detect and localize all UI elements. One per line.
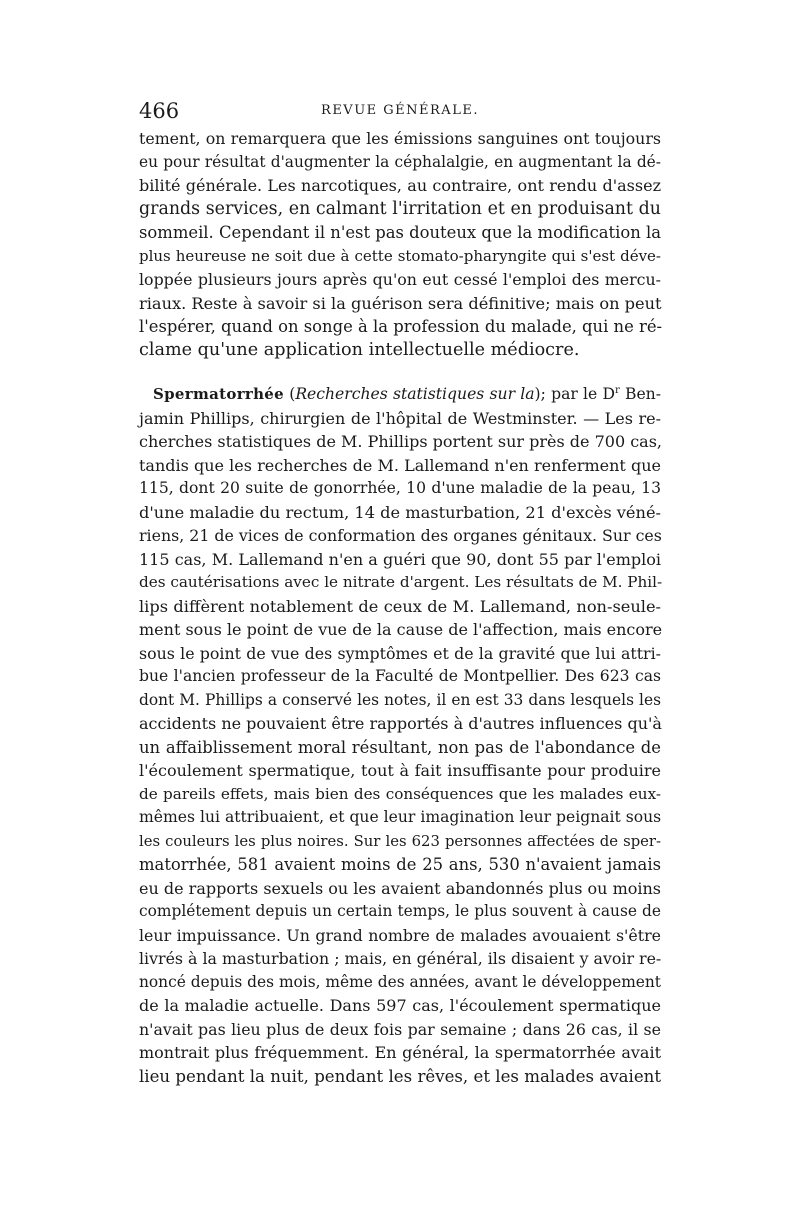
article-title: Recherches statistiques sur la — [295, 385, 535, 403]
text-line: de pareils effets, mais bien des conséquences que les malades eux- — [139, 784, 661, 803]
text-line: ment sous le point de vue de la cause de l'affection, mais encore — [139, 620, 663, 639]
text-line: riens, 21 de vices de conformation des organes génitaux. Sur ces — [139, 526, 662, 545]
text-line: un affaiblissement moral résultant, non pas de l'abondance de — [139, 737, 661, 757]
text-line: riaux. Reste à savoir si la guérison sera définitive; mais on peut — [139, 293, 662, 313]
page-number: 466 — [139, 99, 180, 123]
paragraph-gap — [139, 362, 661, 383]
text-line: lips diffèrent notablement de ceux de M. Lallemand, non-seule- — [139, 596, 661, 616]
text-line: grands services, en calmant l'irritation et en produisant du — [139, 198, 661, 219]
text-line: n'avait pas lieu plus de deux fois par semaine ; dans 26 cas, il se — [139, 1019, 661, 1039]
text-line: eu de rapports sexuels ou les avaient abandonnés plus ou moins — [139, 878, 661, 898]
text-line: livrés à la masturbation ; mais, en général, ils disaient y avoir re- — [139, 949, 662, 968]
title-close: ); par le D — [534, 385, 615, 403]
text-line: tandis que les recherches de M. Lallemand n'en renferment que — [139, 455, 661, 475]
text-line: matorrhée, 581 avaient moins de 25 ans, 530 n'avaient jamais — [139, 855, 661, 874]
text-line: mêmes lui attribuaient, et que leur imagination leur peignait sous — [139, 808, 662, 826]
text-line: sous le point de vue des symptômes et de la gravité que lui attri- — [139, 643, 661, 663]
text-body — [139, 127, 661, 1088]
text-line: bue l'ancien professeur de la Faculté de Montpellier. Des 623 cas — [139, 667, 661, 685]
text-line: 115 cas, M. Lallemand n'en a guéri que 90, dont 55 par l'emploi — [139, 549, 661, 569]
text-line: accidents ne pouvaient être rapportés à d'autres influences qu'à — [139, 714, 662, 733]
running-head — [139, 98, 661, 124]
text-line: sommeil. Cependant il n'est pas douteux que la modification la — [139, 223, 662, 242]
text-line: cherches statistiques de M. Phillips portent sur près de 700 cas, — [139, 432, 663, 451]
text-line: noncé depuis des mois, même des années, avant le développement — [139, 972, 661, 991]
text-line: leur impuissance. Un grand nombre de malades avouaient s'être — [139, 925, 661, 945]
article-heading: Spermatorrhée — [153, 385, 284, 403]
text-line: de la maladie actuelle. Dans 597 cas, l'écoulement spermatique — [139, 996, 661, 1015]
text-line: l'écoulement spermatique, tout à fait insuffisante pour produire — [139, 761, 661, 780]
text-line: montrait plus fréquemment. En général, la spermatorrhée avait — [139, 1043, 661, 1062]
text-line: des cautérisations avec le nitrate d'argent. Les résultats de M. Phil- — [139, 573, 663, 591]
title-superscript: r — [614, 385, 620, 396]
text-line: les couleurs les plus noires. Sur les 623 personnes affectées de sper- — [139, 832, 661, 850]
text-line: loppée plusieurs jours après qu'on eut cessé l'emploi des mercu- — [139, 270, 661, 289]
title-open: ( — [284, 385, 296, 403]
text-line: tement, on remarquera que les émissions sanguines ont toujours — [139, 129, 661, 148]
text-line: eu pour résultat d'augmenter la céphalalgie, en augmentant la dé- — [139, 152, 661, 171]
paragraph-treatment — [139, 127, 661, 362]
text-line: plus heureuse ne soit due à cette stomato-pharyngite qui s'est déve- — [139, 246, 661, 265]
text-line: complétement depuis un certain temps, le plus souvent à cause de — [139, 902, 661, 920]
text-line: l'espérer, quand on songe à la profession du malade, qui ne ré- — [139, 317, 663, 336]
title-rest: Ben- — [619, 385, 661, 403]
running-title: REVUE GÉNÉRALE. — [321, 103, 479, 118]
article-heading-line — [139, 383, 661, 407]
text-line: d'une maladie du rectum, 14 de masturbation, 21 d'excès véné- — [139, 502, 661, 522]
text-line: clame qu'une application intellectuelle médiocre. — [139, 339, 580, 360]
text-line: dont M. Phillips a conservé les notes, il en est 33 dans lesquels les — [139, 690, 661, 709]
text-line: 115, dont 20 suite de gonorrhée, 10 d'une maladie de la peau, 13 — [139, 479, 661, 497]
text-line: lieu pendant la nuit, pendant les rêves, et les malades avaient — [139, 1066, 661, 1086]
text-line: bilité générale. Les narcotiques, au contraire, ont rendu d'assez — [139, 176, 661, 195]
text-line: jamin Phillips, chirurgien de l'hôpital de Westminster. — Les re- — [139, 408, 661, 428]
paragraph-spermatorrhee — [139, 383, 661, 1088]
